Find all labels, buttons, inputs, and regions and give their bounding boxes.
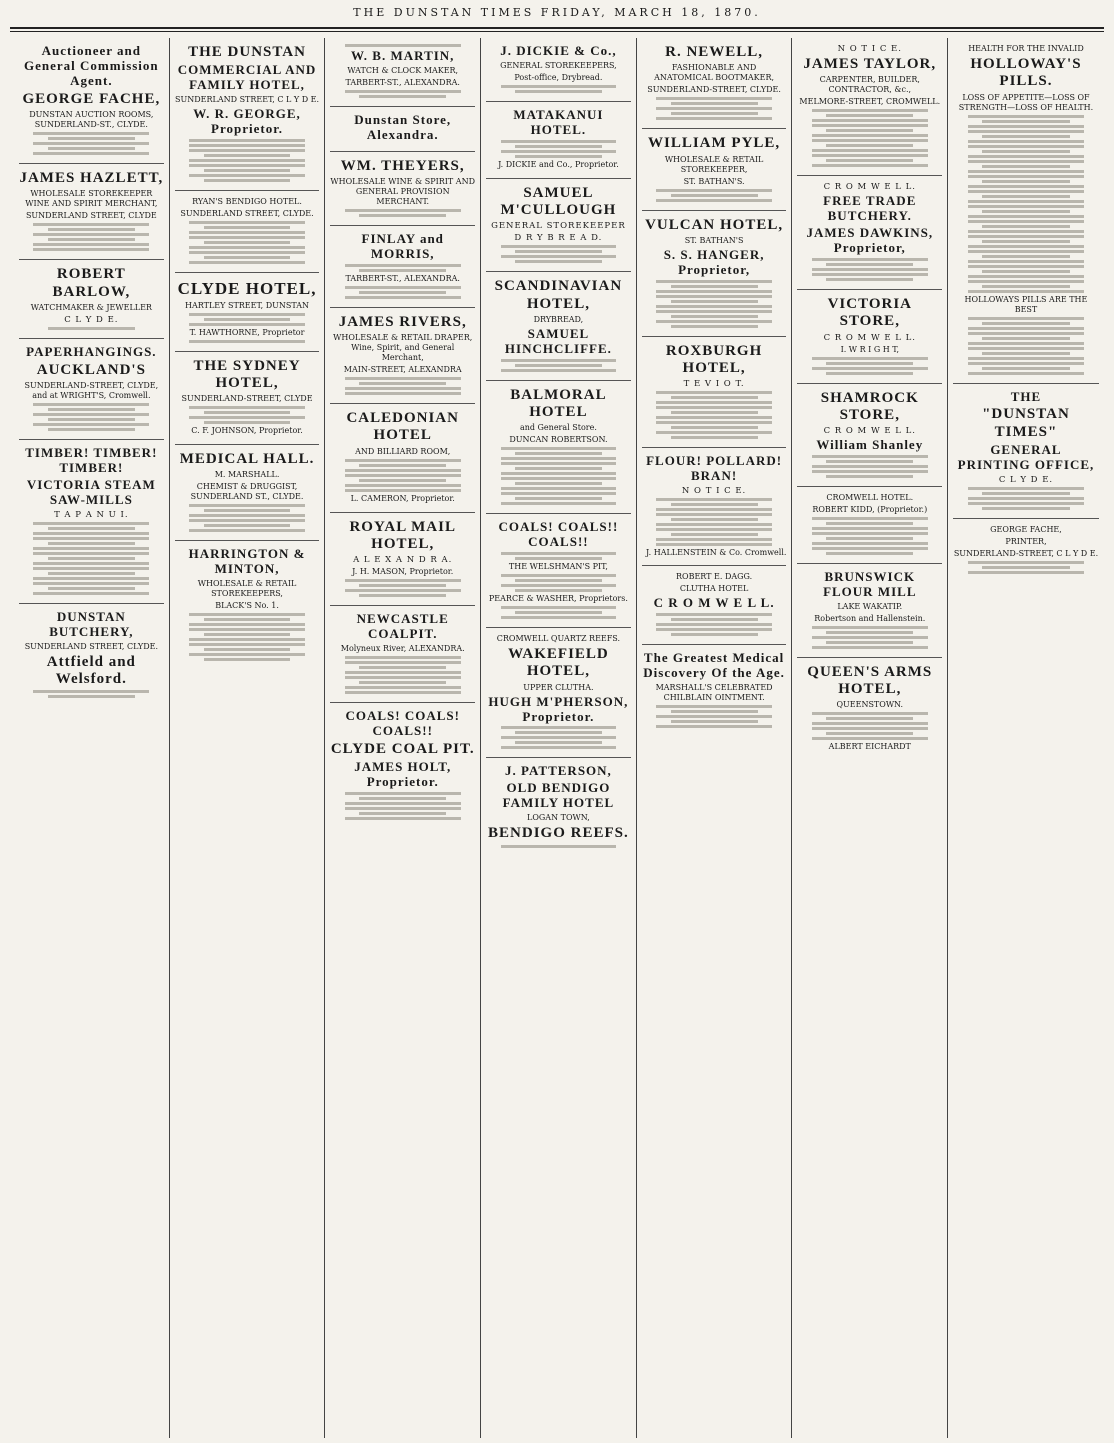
- ad-line: SUNDERLAND STREET, CLYDE.: [24, 641, 158, 651]
- ad-line: WHOLESALE STOREKEEPER WINE AND SPIRIT MERCHANT,: [25, 189, 158, 209]
- ad-scandinavian-hotel: [486, 272, 631, 380]
- ad-heading: JAMES TAYLOR,: [803, 56, 937, 72]
- ad-subheading: WAKEFIELD HOTEL,: [508, 646, 609, 680]
- ad-heading: SHAMROCK STORE,: [820, 389, 919, 423]
- ad-line: T E V I O T.: [683, 379, 745, 390]
- ad-heading: DUNSTAN BUTCHERY,: [49, 608, 134, 639]
- ad-heading: PAPERHANGINGS.: [26, 343, 157, 359]
- ad-heading: JAMES HAZLETT,: [19, 170, 164, 187]
- ad-line-2: PEARCE & WASHER, Proprietors.: [488, 594, 628, 604]
- ad-heading: HEALTH FOR THE INVALID: [968, 44, 1084, 53]
- ad-line: T A P A N U I.: [54, 509, 129, 520]
- ad-line: C R O M W E L L.: [823, 332, 916, 343]
- ad-line-2: HUGH M'PHERSON, Proprietor.: [488, 693, 629, 724]
- ad-heading: SCANDINAVIAN HOTEL,: [494, 278, 623, 312]
- ad-line-2: C R O M W E L L.: [653, 595, 775, 610]
- ad-clyde-coal-pit: [330, 703, 475, 828]
- ad-line-2: SAMUEL HINCHCLIFFE.: [504, 325, 612, 356]
- ad-dunstan-times-printing: [953, 384, 1099, 519]
- ad-balmoral-hotel: [486, 381, 631, 515]
- ad-heading: GEORGE FACHE,: [990, 524, 1062, 534]
- ad-line: ST. BATHAN'S: [684, 235, 744, 245]
- ad-line-2: SUNDERLAND-STREET, C L Y D E.: [953, 548, 1099, 558]
- ad-line: UPPER CLUTHA.: [523, 682, 594, 692]
- ad-heading: QUEEN'S ARMS HOTEL,: [807, 663, 933, 698]
- ad-subheading: FREE TRADE BUTCHERY.: [823, 193, 917, 224]
- ad-line-2: Robertson and Hallenstein.: [814, 613, 926, 623]
- ad-line-2: C L Y D E.: [998, 474, 1054, 485]
- ad-dunstan-butchery: [19, 604, 164, 706]
- ad-welshmans-pit: [486, 514, 631, 628]
- ad-line-2: Attfield and Welsford.: [46, 653, 136, 687]
- ad-dunstan-hotel: [175, 38, 320, 191]
- ad-line: QUEENSTOWN.: [836, 700, 904, 710]
- ad-line: J. DICKIE and Co., Proprietor.: [498, 159, 619, 169]
- ad-heading: COALS! COALS!! COALS!!: [498, 519, 619, 550]
- ad-line-2: CHEMIST & DRUGGIST, SUNDERLAND ST., CLYDE.: [190, 482, 304, 502]
- ad-shamrock-store: [797, 384, 942, 487]
- ad-line: HARTLEY STREET, DUNSTAN: [185, 300, 310, 310]
- ad-line-2: TARBERT-ST., ALEXANDRA.: [345, 77, 460, 87]
- masthead-title: THE DUNSTAN TIMES FRIDAY, MARCH 18, 1870.: [353, 6, 761, 19]
- ad-robert-barlow: [19, 260, 164, 339]
- ad-r-newell: [642, 38, 787, 129]
- ad-george-fache: [19, 38, 164, 164]
- ad-heading: THE SYDNEY HOTEL,: [193, 357, 301, 391]
- ad-line-2: SUNDERLAND-STREET, CLYDE.: [647, 85, 781, 95]
- ad-line-2: MELMORE-STREET, CROMWELL.: [799, 97, 941, 107]
- ad-queens-arms-hotel: [797, 658, 942, 761]
- column-3: [325, 38, 481, 1438]
- ad-line: WHOLESALE & RETAIL STOREKEEPERS,: [197, 579, 297, 599]
- ad-heading: COALS! COALS! COALS!!: [345, 708, 460, 738]
- masthead-rule: [10, 27, 1104, 32]
- ad-james-rivers: [330, 308, 475, 404]
- ad-heading: ROBERT BARLOW,: [52, 266, 131, 300]
- ad-heading: WM. THEYERS,: [340, 157, 465, 174]
- ad-heading: J. DICKIE & Co.,: [500, 43, 617, 58]
- ad-subheading: COMMERCIAL AND FAMILY HOTEL,: [177, 62, 317, 93]
- ad-heading: THE: [1010, 388, 1042, 404]
- ad-line-2: S. S. HANGER, Proprietor,: [663, 246, 765, 277]
- column-7: [948, 38, 1104, 1438]
- ad-george-fache-printer: [953, 519, 1099, 582]
- ad-line-2: T. HAWTHORNE, Proprietor: [189, 327, 305, 337]
- ad-heading: J. PATTERSON,: [505, 763, 612, 779]
- ad-line: Molyneux River, ALEXANDRA.: [340, 644, 465, 654]
- ad-finlay-morris: [330, 226, 475, 308]
- ad-line: DRYBREAD,: [533, 314, 584, 324]
- ad-line-2: I. W R I G H T,: [840, 344, 899, 354]
- ad-line: WHOLESALE & RETAIL DRAPER, Wine, Spirit, and General Merchant,: [333, 333, 473, 363]
- ad-line-2: BLACK'S No. 1.: [215, 601, 279, 611]
- column-4: [481, 38, 637, 1438]
- ad-newcastle-coalpit: [330, 606, 475, 703]
- ad-samuel-mcullough: [486, 179, 631, 273]
- ad-subheading: VICTORIA STEAM SAW-MILLS: [26, 476, 156, 507]
- column-6: [792, 38, 948, 1438]
- ad-flour-pollard-bran: [642, 448, 787, 566]
- ad-heading: ROYAL MAIL HOTEL,: [349, 518, 456, 552]
- ad-heading: MATAKANUI HOTEL.: [513, 106, 604, 137]
- ad-heading: The Greatest Medical Discovery Of the Age.: [643, 649, 785, 680]
- ad-line: GENERAL STOREKEEPER: [491, 221, 626, 232]
- ad-line: WHOLESALE WINE & SPIRIT AND GENERAL PROVISION MERCHANT.: [330, 177, 475, 207]
- ad-heading: BALMORAL HOTEL: [510, 386, 607, 420]
- ad-line: JAMES HOLT, Proprietor.: [354, 759, 452, 790]
- ad-line: CARPENTER, BUILDER, CONTRACTOR, &c.,: [819, 75, 920, 95]
- ad-victoria-saw-mills: [19, 440, 164, 604]
- ad-wakefield-hotel: [486, 628, 631, 758]
- ad-subheading: GEORGE FACHE,: [22, 90, 161, 107]
- ad-heading: R. NEWELL,: [665, 44, 764, 60]
- ad-heading: RYAN'S BENDIGO HOTEL.: [192, 197, 302, 206]
- ad-heading: VICTORIA STORE,: [827, 296, 912, 330]
- ad-heading: C R O M W E L L.: [823, 182, 916, 193]
- ad-line-2: J. H. MASON, Proprietor.: [352, 567, 454, 577]
- ad-line-2: HOLLOWAYS PILLS ARE THE BEST: [964, 294, 1088, 314]
- ad-heading: VULCAN HOTEL,: [645, 216, 784, 233]
- ad-heading: CROMWELL QUARTZ REEFS.: [496, 634, 621, 644]
- ad-heading: TIMBER! TIMBER! TIMBER!: [25, 445, 158, 475]
- ad-vulcan-hotel: [642, 211, 787, 337]
- ad-chilblain-ointment: [642, 645, 787, 736]
- ad-j-dickie: [486, 38, 631, 102]
- ad-line: THE WELSHMAN'S PIT,: [508, 562, 608, 572]
- ad-heading: JAMES RIVERS,: [338, 313, 467, 330]
- ad-heading: Dunstan Store, Alexandra.: [354, 111, 452, 142]
- ad-cromwell-hotel: [797, 487, 942, 564]
- masthead: [0, 0, 1114, 36]
- ad-line: SUNDERLAND-STREET, CLYDE, and at WRIGHT'S, Cromwell.: [24, 381, 159, 400]
- ad-heading: WILLIAM PYLE,: [648, 135, 781, 152]
- ad-heading: Auctioneer and General Commission Agent.: [24, 43, 159, 88]
- ad-heading: HARRINGTON & MINTON,: [188, 546, 306, 577]
- ad-line-2: SUNDERLAND STREET, CLYDE: [25, 211, 157, 221]
- ad-line: LAKE WAKATIP.: [837, 601, 903, 611]
- ad-heading: CLYDE HOTEL,: [177, 279, 317, 298]
- ad-heading: CALEDONIAN HOTEL: [346, 410, 459, 444]
- ad-line: CLUTHA HOTEL: [679, 584, 749, 593]
- ad-medical-hall: [175, 445, 320, 541]
- ad-paperhangings: [19, 339, 164, 440]
- ad-heading: FINLAY and MORRIS,: [361, 231, 444, 261]
- ad-line: and General Store.: [519, 423, 597, 433]
- ad-line-2: JAMES DAWKINS, Proprietor,: [806, 225, 934, 256]
- ad-line-2: L. CAMERON, Proprietor.: [350, 493, 455, 503]
- ad-royal-mail-hotel: [330, 513, 475, 607]
- ad-line: LOGAN TOWN,: [527, 813, 590, 823]
- ad-line: AND BILLIARD ROOM,: [355, 446, 451, 456]
- ad-victoria-store: [797, 290, 942, 384]
- ad-heading: ROXBURGH HOTEL,: [665, 342, 763, 376]
- ad-heading: CROMWELL HOTEL.: [826, 492, 914, 502]
- ad-heading: MEDICAL HALL.: [179, 451, 315, 468]
- ad-heading: ROBERT E. DAGG.: [675, 572, 753, 581]
- ad-sydney-hotel: [175, 352, 320, 446]
- ad-subheading: OLD BENDIGO FAMILY HOTEL: [502, 780, 615, 811]
- ad-line-2: ST. BATHAN'S.: [683, 176, 745, 186]
- ad-heading: NEWCASTLE COALPIT.: [356, 611, 449, 642]
- ad-line: FASHIONABLE AND ANATOMICAL BOOTMAKER,: [654, 63, 775, 83]
- ad-line: N O T I C E.: [681, 486, 747, 496]
- ad-line-2: J. HALLENSTEIN & Co. Cromwell.: [646, 548, 787, 557]
- ad-line: PRINTER,: [1005, 536, 1047, 546]
- ad-line: A L E X A N D R A.: [353, 555, 453, 566]
- column-1: [14, 38, 170, 1438]
- ad-harrington-minton: [175, 541, 320, 669]
- ad-line: TARBERT-ST., ALEXANDRA.: [345, 273, 460, 283]
- ad-line: M. MARSHALL.: [214, 470, 280, 480]
- ad-ryans-bendigo-hotel: [175, 191, 320, 273]
- ad-line: LOSS OF APPETITE—LOSS OF STRENGTH—LOSS OF HEALTH.: [958, 92, 1094, 112]
- ad-holloways-pills: [953, 38, 1099, 384]
- ad-j-patterson: [486, 758, 631, 855]
- ad-line-2: D R Y B R E A D.: [514, 233, 603, 244]
- ad-heading: SAMUEL M'CULLOUGH: [500, 184, 617, 219]
- ad-william-pyle: [642, 129, 787, 210]
- ad-line: GENERAL PRINTING OFFICE,: [957, 441, 1095, 472]
- ad-line: SUNDERLAND-STREET, CLYDE: [181, 394, 313, 404]
- ad-line: WATCHMAKER & JEWELLER: [30, 302, 152, 312]
- ad-line-2: Post-office, Drybread.: [514, 72, 603, 82]
- ad-james-taylor: N O T I C E. JAMES TAYLOR, CARPENTER, BUILDER, CONTRACTOR, &c., MELMORE-STREET, CROMWELL.: [797, 38, 942, 176]
- ad-wm-theyers: [330, 152, 475, 226]
- ad-clutha-hotel: [642, 566, 787, 645]
- ad-james-hazlett: [19, 164, 164, 260]
- columns: [14, 38, 1104, 1438]
- ad-line: C R O M W E L L.: [823, 426, 916, 436]
- ad-line: ROBERT KIDD, (Proprietor.): [812, 504, 928, 514]
- ad-line: DUNSTAN AUCTION ROOMS, SUNDERLAND-ST., CLYDE.: [29, 110, 154, 130]
- ad-line-2: MAIN-STREET, ALEXANDRA: [343, 365, 462, 375]
- column-5: [637, 38, 793, 1438]
- ad-line-2: W. R. GEORGE, Proprietor.: [193, 106, 301, 137]
- ad-heading: THE DUNSTAN: [188, 44, 306, 60]
- ad-heading: FLOUR! POLLARD! BRAN!: [646, 453, 783, 484]
- column-2: [170, 38, 326, 1438]
- ad-line-2: C. F. JOHNSON, Proprietor.: [191, 426, 303, 436]
- ad-line: SUNDERLAND STREET, C L Y D E.: [175, 95, 320, 105]
- ad-line-2: BENDIGO REEFS.: [488, 825, 629, 842]
- ad-line-2: William Shanley: [816, 437, 924, 452]
- ad-line-2: C L Y D E.: [64, 314, 119, 325]
- ad-roxburgh-hotel: [642, 337, 787, 449]
- ad-subheading: HOLLOWAY'S PILLS.: [970, 56, 1082, 90]
- ad-line: MARSHALL'S CELEBRATED CHILBLAIN OINTMENT.: [655, 682, 773, 702]
- ad-heading: W. B. MARTIN,: [351, 48, 455, 63]
- ad-line-2: DUNCAN ROBERTSON.: [509, 435, 608, 445]
- ad-clyde-hotel: [175, 273, 320, 352]
- ad-heading: BRUNSWICK FLOUR MILL: [823, 568, 917, 599]
- ad-matakanui-hotel: [486, 102, 631, 179]
- ad-line: GENERAL STOREKEEPERS,: [500, 60, 617, 70]
- ad-line: WATCH & CLOCK MAKER,: [347, 65, 459, 75]
- ad-wb-martin: [330, 38, 475, 107]
- ad-line: SUNDERLAND STREET, CLYDE.: [180, 209, 314, 218]
- ad-subheading: "DUNSTAN TIMES": [982, 406, 1070, 440]
- ad-caledonian-hotel: [330, 404, 475, 513]
- ad-subheading: AUCKLAND'S: [36, 361, 146, 378]
- ad-dunstan-store: [330, 107, 475, 152]
- ad-free-trade-butchery: [797, 176, 942, 290]
- ad-line-2: ALBERT EICHARDT: [828, 742, 911, 752]
- ad-brunswick-flour-mill: [797, 564, 942, 658]
- ad-subheading: CLYDE COAL PIT.: [330, 740, 475, 757]
- ad-line: WHOLESALE & RETAIL STOREKEEPER,: [664, 154, 764, 174]
